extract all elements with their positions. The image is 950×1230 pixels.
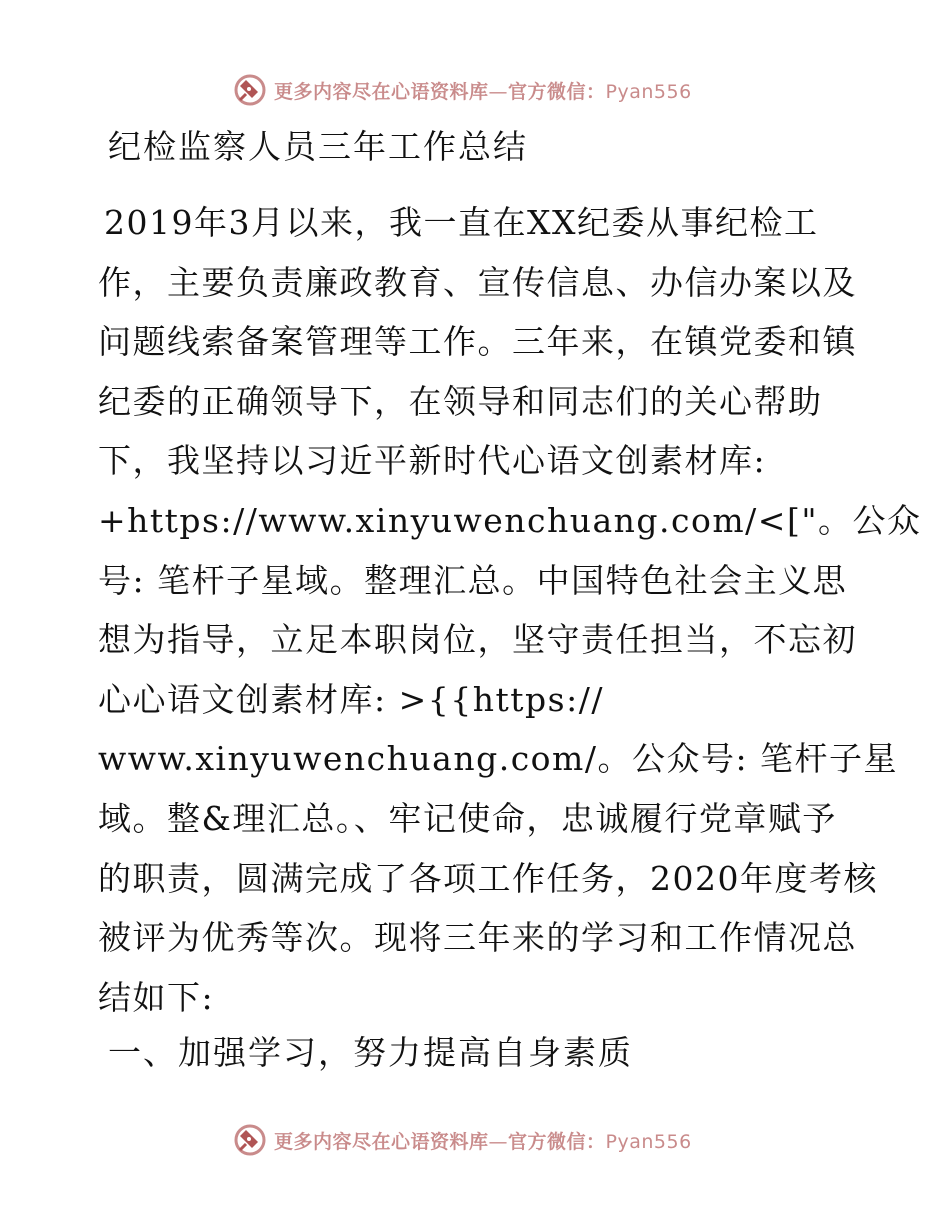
pen-nib-logo-icon xyxy=(232,1122,268,1158)
section-heading: 一、加强学习，努力提高自身素质 xyxy=(108,1033,633,1072)
banner-dash: — xyxy=(488,80,509,103)
body-line: 作，主要负责廉政教育、宣传信息、办信办案以及 xyxy=(98,262,857,302)
body-line: 被评为优秀等次。现将三年来的学习和工作情况总 xyxy=(98,918,857,958)
body-line: 域。整&理汇总。、牢记使命，忠诚履行党章赋予 xyxy=(98,798,837,838)
body-line: 2019年3月以来，我一直在XX纪委从事纪检工 xyxy=(104,203,819,242)
document-body xyxy=(98,200,922,1034)
body-line: 号: 笔杆子星域。整理汇总。中国特色社会主义思 xyxy=(98,560,848,600)
body-line: 下，我坚持以习近平新时代心语文创素材库: xyxy=(98,441,767,481)
pen-nib-logo-icon xyxy=(232,72,268,108)
footer-banner xyxy=(232,1122,752,1158)
banner-sub-text: 官方微信： xyxy=(508,1130,606,1153)
body-line: www.xinyuwenchuang.com/。公众号: 笔杆子星 xyxy=(98,739,899,779)
banner-wechat-id: Pyan556 xyxy=(605,80,692,103)
body-line: 的职责，圆满完成了各项工作任务，2020年度考核 xyxy=(98,858,878,898)
document-title: 纪检监察人员三年工作总结 xyxy=(108,127,528,166)
body-line: 纪委的正确领导下，在领导和同志们的关心帮助 xyxy=(98,381,823,421)
header-banner xyxy=(232,72,752,108)
body-line: +https://www.xinyuwenchuang.com/<["。公众 xyxy=(98,500,922,540)
banner-text xyxy=(274,77,692,104)
banner-sub-text: 官方微信： xyxy=(508,80,606,103)
banner-dash: — xyxy=(488,1130,509,1153)
banner-main-text: 更多内容尽在心语资料库 xyxy=(274,1130,489,1153)
banner-text xyxy=(274,1127,692,1154)
body-line: 想为指导，立足本职岗位，坚守责任担当，不忘初 xyxy=(98,620,857,660)
body-line: 心心语文创素材库: >{{https:// xyxy=(98,679,604,719)
banner-main-text: 更多内容尽在心语资料库 xyxy=(274,80,489,103)
body-line: 问题线索备案管理等工作。三年来，在镇党委和镇 xyxy=(98,322,857,362)
banner-wechat-id: Pyan556 xyxy=(605,1130,692,1153)
body-line: 结如下: xyxy=(98,977,215,1017)
